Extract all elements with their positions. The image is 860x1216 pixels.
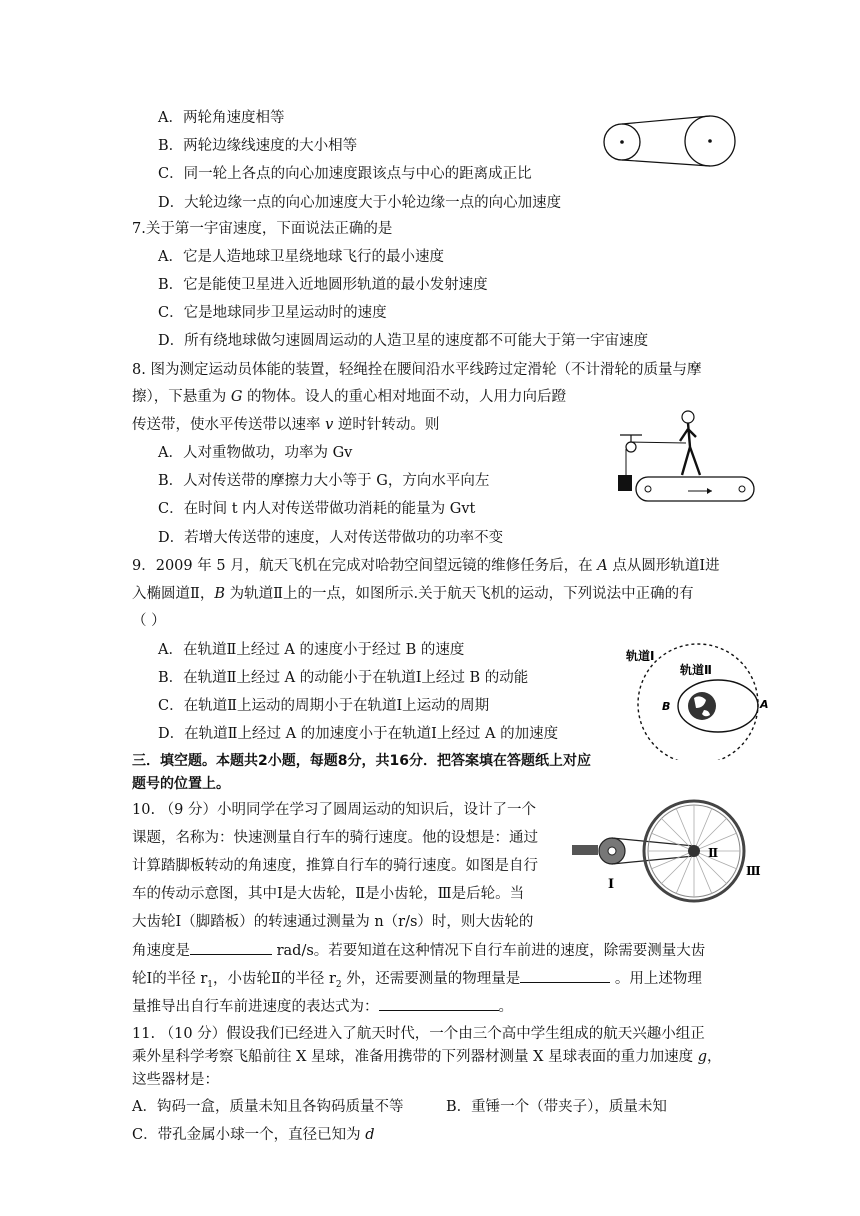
q9-option-c: C．在轨道Ⅱ上运动的周期小于在轨道Ⅰ上运动的周期	[158, 698, 490, 714]
q11-line4b: B．重锤一个（带夹子），质量未知	[446, 1099, 667, 1115]
q9-stem-line1: 9．2009 年 5 月，航天飞机在完成对哈勃空间望远镜的维修任务后，在 A 点从圆形轨道Ⅰ进	[132, 558, 720, 574]
rear-wheel-label: Ⅲ	[746, 864, 761, 878]
q6-option-c: C．同一轮上各点的向心加速度跟该点与中心的距离成正比	[158, 166, 532, 182]
q10-line2: 课题，名称为：快速测量自行车的骑行速度。他的设想是：通过	[132, 830, 538, 846]
q7-option-c: C．它是地球同步卫星运动时的速度	[158, 305, 387, 321]
q6-option-d: D．大轮边缘一点的向心加速度大于小轮边缘一点的向心加速度	[158, 195, 562, 211]
section3-heading-line1: 三．填空题。本题共2小题，每题8分，共16分．把答案填在答题纸上对应	[132, 753, 591, 769]
q6-option-a: A．两轮角速度相等	[158, 110, 285, 126]
q9-option-b: B．在轨道Ⅱ上经过 A 的动能小于在轨道Ⅰ上经过 B 的动能	[158, 670, 529, 686]
belt-pulley-figure	[600, 112, 740, 172]
q11-line3: 这些器材是：	[132, 1072, 219, 1088]
section3-heading-line2: 题号的位置上。	[132, 776, 230, 792]
point-a-label: A	[760, 698, 769, 711]
expression-blank	[379, 996, 499, 1011]
q9-option-a: A．在轨道Ⅱ上经过 A 的速度小于经过 B 的速度	[158, 642, 465, 658]
q8-option-c: C．在时间 t 内人对传送带做功消耗的能量为 Gvt	[158, 501, 476, 517]
orbit2-label: 轨道Ⅱ	[680, 663, 712, 677]
point-b-label: B	[662, 700, 671, 713]
q6-option-b: B．两轮边缘线速度的大小相等	[158, 138, 358, 154]
q8-stem-line1: 8. 图为测定运动员体能的装置，轻绳拴在腰间沿水平线跨过定滑轮（不计滑轮的质量与摩	[132, 362, 702, 378]
bicycle-drive-figure	[568, 795, 768, 905]
q11-line5: C．带孔金属小球一个，直径已知为 d	[132, 1127, 375, 1143]
q7-option-d: D．所有绕地球做匀速圆周运动的人造卫星的速度都不可能大于第一宇宙速度	[158, 333, 649, 349]
small-gear-label: Ⅱ	[708, 846, 719, 860]
q10-line5: 大齿轮Ⅰ（脚踏板）的转速通过测量为 n（r/s）时，则大齿轮的	[132, 914, 534, 930]
q10-line4: 车的传动示意图，其中Ⅰ是大齿轮，Ⅱ是小齿轮，Ⅲ是后轮。当	[132, 886, 525, 902]
treadmill-figure	[608, 405, 760, 515]
orbit-figure	[618, 640, 778, 760]
quantity-blank	[520, 968, 610, 983]
q10-line8: 量推导出自行车前进速度的表达式为： 。	[132, 996, 513, 1017]
q10-line3: 计算踏脚板转动的角速度，推算自行车的骑行速度。如图是自行	[132, 858, 538, 874]
orbit1-label: 轨道Ⅰ	[626, 649, 655, 663]
angular-velocity-blank	[190, 940, 272, 955]
q9-option-d: D．在轨道Ⅱ上经过 A 的加速度小于在轨道Ⅰ上经过 A 的加速度	[158, 726, 559, 742]
q10-line6: 角速度是 rad/s。若要知道在这种情况下自行车前进的速度，除需要测量大齿	[132, 940, 705, 961]
q11-line2: 乘外星科学考察飞船前往 X 星球，准备用携带的下列器材测量 X 星球表面的重力加速度 g，	[132, 1049, 722, 1065]
q11-line4a: A．钩码一盒，质量未知且各钩码质量不等	[132, 1099, 404, 1115]
q8-stem-line2: 擦），下悬重为 G 的物体。设人的重心相对地面不动，人用力向后蹬	[132, 389, 567, 405]
q7-option-b: B．它是能使卫星进入近地圆形轨道的最小发射速度	[158, 277, 488, 293]
q11-line1: 11. （10 分）假设我们已经进入了航天时代，一个由三个高中学生组成的航天兴趣小组正	[132, 1026, 705, 1042]
q7-option-a: A．它是人造地球卫星绕地球飞行的最小速度	[158, 249, 444, 265]
q8-option-a: A．人对重物做功，功率为 Gv	[158, 445, 353, 461]
q10-line1: 10. （9 分）小明同学在学习了圆周运动的知识后，设计了一个	[132, 802, 537, 818]
q8-stem-line3: 传送带，使水平传送带以速率 v 逆时针转动。则	[132, 417, 440, 433]
q10-line7: 轮Ⅰ的半径 $r_1$，小齿轮Ⅱ的半径 $r_2$ 外，还需要测量的物理量是 。用上述物理	[132, 968, 702, 995]
q9-stem-line2: 入椭圆道Ⅱ，B 为轨道Ⅱ上的一点，如图所示.关于航天飞机的运动，下列说法中正确的有	[132, 586, 694, 602]
q8-option-b: B．人对传送带的摩擦力大小等于 G，方向水平向左	[158, 473, 490, 489]
q7-stem: 7.关于第一宇宙速度，下面说法正确的是	[132, 221, 393, 237]
q8-option-d: D．若增大传送带的速度，人对传送带做功的功率不变	[158, 530, 504, 546]
big-gear-label: Ⅰ	[608, 877, 615, 892]
q9-answer-bracket: （ ）	[132, 613, 166, 629]
